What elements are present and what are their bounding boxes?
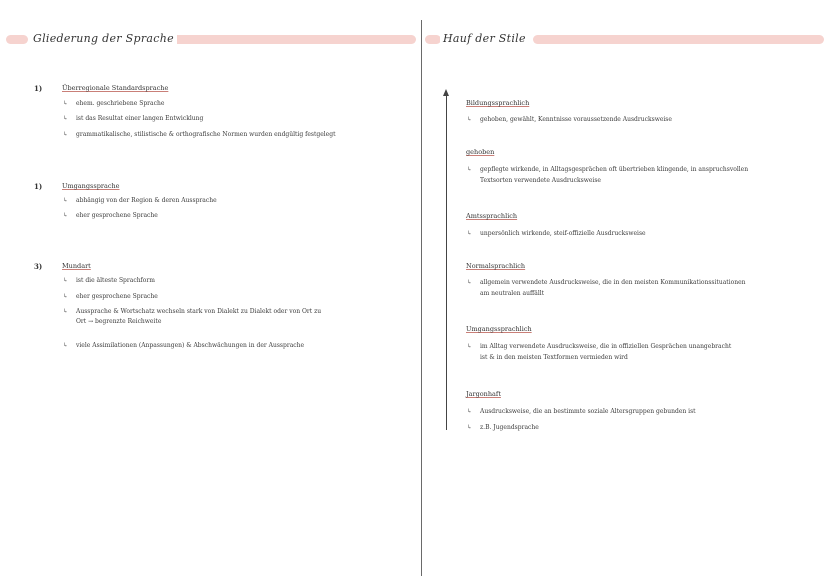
section-title: Überregionale Standardsprache: [62, 84, 169, 92]
sub-arrow-icon: ↳: [467, 343, 473, 350]
timeline-axis: [446, 96, 447, 430]
style-title: Bildungssprachlich: [466, 99, 530, 107]
list-item: ↳ ist die älteste Sprachform: [63, 277, 155, 284]
sub-arrow-icon: ↳: [467, 230, 473, 237]
style-title: Jargonhaft: [466, 390, 501, 398]
sub-arrow-icon: ↳: [63, 197, 69, 204]
section-number: 1): [34, 182, 43, 191]
sub-arrow-icon: ↳: [63, 342, 69, 349]
list-item: ↳ eher gesprochene Sprache: [63, 212, 158, 219]
left-header-highlight-start: [6, 35, 28, 44]
section-number: 3): [34, 262, 43, 271]
style-title: Umgangssprachlich: [466, 325, 532, 333]
sub-arrow-icon: ↳: [63, 100, 69, 107]
section-number: 1): [34, 84, 43, 93]
style-description: ↳ unpersönlich wirkende, steif-offizielle Ausdrucksweise: [467, 230, 646, 237]
style-description: ↳ z.B. Jugendsprache: [467, 424, 539, 431]
sub-arrow-icon: ↳: [63, 212, 69, 219]
style-description: ↳ Ausdrucksweise, die an bestimmte soziale Altersgruppen gebunden ist: [467, 408, 696, 415]
right-page-title: Hauf der Stile: [440, 32, 529, 45]
list-item: ↳ Aussprache & Wortschatz wechseln stark von Dialekt zu Dialekt oder von Ort zu Ort → begrenzte Reichweite: [63, 308, 322, 325]
timeline-arrow-icon: [443, 89, 449, 96]
section-title: Umgangssprache: [62, 182, 120, 190]
style-title: Normalsprachlich: [466, 262, 526, 270]
left-page-title: Gliederung der Sprache: [30, 32, 177, 45]
sub-arrow-icon: ↳: [467, 279, 473, 286]
right-header-highlight-end: [533, 35, 824, 44]
sub-arrow-icon: ↳: [63, 308, 69, 315]
list-item: ↳ grammatikalische, stilistische & orthografische Normen wurden endgültig festgelegt: [63, 131, 336, 138]
right-header-highlight-start: [425, 35, 441, 44]
list-item: ↳ ist das Resultat einer langen Entwicklung: [63, 115, 204, 122]
page-divider: [421, 20, 422, 576]
style-title: Amtssprachlich: [466, 212, 518, 220]
left-header-highlight-end: [168, 35, 416, 44]
section-title: Mundart: [62, 262, 91, 270]
list-item: ↳ viele Assimilationen (Anpassungen) & Abschwächungen in der Aussprache: [63, 342, 305, 349]
sub-arrow-icon: ↳: [63, 277, 69, 284]
style-description: ↳ gepflegte wirkende, in Alltagsgesprächen oft übertrieben klingende, in anspruchsvollen Textsorten verwendete Ausdrucksweise: [467, 166, 749, 184]
style-description: ↳ im Alltag verwendete Ausdrucksweise, die in offiziellen Gesprächen unangebracht ist & in den meisten Textformen vermieden wird: [467, 343, 732, 361]
sub-arrow-icon: ↳: [467, 408, 473, 415]
sub-arrow-icon: ↳: [63, 131, 69, 138]
style-description: ↳ gehoben, gewählt, Kenntnisse voraussetzende Ausdrucksweise: [467, 116, 672, 123]
sub-arrow-icon: ↳: [63, 293, 69, 300]
list-item: ↳ abhängig von der Region & deren Aussprache: [63, 197, 217, 204]
style-description: ↳ allgemein verwendete Ausdrucksweise, die in den meisten Kommunikationssituationen am neutralen auffällt: [467, 279, 746, 297]
list-item: ↳ eher gesprochene Sprache: [63, 293, 158, 300]
sub-arrow-icon: ↳: [467, 116, 473, 123]
style-title: gehoben: [466, 148, 495, 156]
sub-arrow-icon: ↳: [467, 166, 473, 173]
list-item: ↳ ehem. geschriebene Sprache: [63, 100, 165, 107]
sub-arrow-icon: ↳: [467, 424, 473, 431]
sub-arrow-icon: ↳: [63, 115, 69, 122]
